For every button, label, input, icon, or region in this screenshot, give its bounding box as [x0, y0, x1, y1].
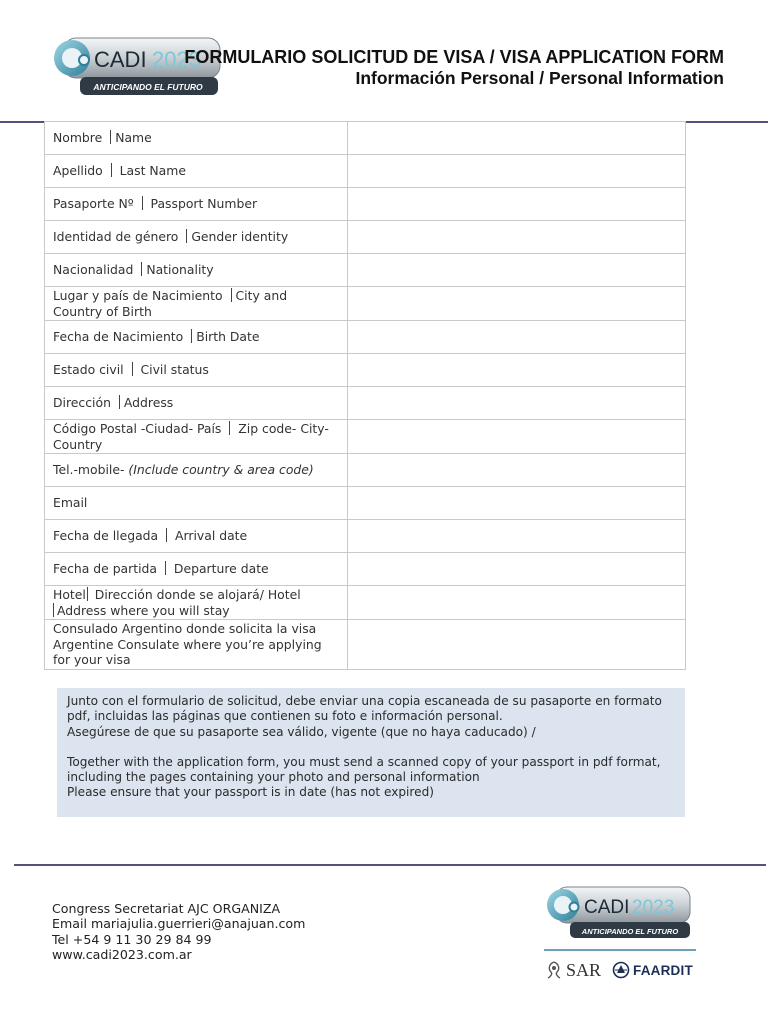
footer-logo-tagline: ANTICIPANDO EL FUTURO: [581, 927, 679, 936]
gender-identity-field[interactable]: [347, 221, 685, 254]
hotel-address-field[interactable]: [347, 586, 685, 620]
field-label: Fecha de partida Departure date: [45, 553, 348, 586]
gender-identity-input[interactable]: [348, 231, 685, 245]
note-es-2: Asegúrese de que su pasaporte sea válido, vigente (que no haya caducado) /: [67, 724, 536, 739]
header-rule-left: [0, 121, 44, 123]
note-es-1: Junto con el formulario de solicitud, debe enviar una copia escaneada de su pasaporte en formato pdf, incluidas las páginas que contienen su foto e información personal.: [67, 694, 662, 724]
passport-instructions-note: [57, 688, 685, 817]
zip-city-country-input[interactable]: [348, 430, 685, 444]
arrival-date-input[interactable]: [348, 530, 685, 544]
sar-label: SAR: [566, 959, 602, 980]
form-row-email: [45, 487, 686, 520]
hotel-address-input[interactable]: [348, 596, 685, 610]
faardit-logo: [612, 958, 693, 982]
logo-year: 2023: [152, 47, 201, 72]
form-row-birth-date: [45, 321, 686, 354]
passport-number-field[interactable]: [347, 188, 685, 221]
faardit-label: FAARDIT: [633, 962, 693, 978]
name-input[interactable]: [348, 132, 685, 146]
nationality-field[interactable]: [347, 254, 685, 287]
field-label: Pasaporte Nº Passport Number: [45, 188, 348, 221]
field-label: Dirección Address: [45, 387, 348, 420]
phone-field[interactable]: [347, 454, 685, 487]
phone-line: Tel +54 9 11 30 29 84 99: [52, 931, 212, 947]
field-label: Nombre Name: [45, 122, 348, 155]
field-label: Apellido Last Name: [45, 155, 348, 188]
departure-date-field[interactable]: [347, 553, 685, 586]
form-row-departure: [45, 553, 686, 586]
footer-rule: [14, 864, 766, 866]
form-subtitle: Información Personal / Personal Information: [355, 68, 724, 88]
logo-name: CADI: [94, 47, 147, 72]
field-label: Nacionalidad Nationality: [45, 254, 348, 287]
form-title: FORMULARIO SOLICITUD DE VISA / VISA APPLICATION FORM: [184, 47, 724, 67]
field-label: Email: [45, 487, 348, 520]
field-label: Consulado Argentino donde solicita la visa Argentine Consulate where you’re applying for your visa: [45, 620, 348, 670]
form-row-consulate: [45, 620, 686, 670]
field-label: Fecha de llegada Arrival date: [45, 520, 348, 553]
consulate-field[interactable]: [347, 620, 685, 670]
note-en-1: Together with the application form, you must send a scanned copy of your passport in pdf format, including the pages containing your photo and personal information: [67, 754, 661, 785]
arrival-date-field[interactable]: [347, 520, 685, 553]
form-row-zip-city-country: [45, 420, 686, 454]
form-row-gender: [45, 221, 686, 254]
form-row-arrival: [45, 520, 686, 553]
sar-logo: [545, 958, 601, 982]
zip-city-country-field[interactable]: [347, 420, 685, 454]
cadi-logo-footer: [544, 885, 692, 941]
last-name-input[interactable]: [348, 165, 685, 179]
field-label: Lugar y país de Nacimiento City and Country of Birth: [45, 287, 348, 321]
phone-input[interactable]: [348, 464, 685, 478]
form-row-last-name: [45, 155, 686, 188]
form-row-civil-status: [45, 354, 686, 387]
birthplace-input[interactable]: [348, 297, 685, 311]
form-row-passport: [45, 188, 686, 221]
personal-info-form: [44, 121, 686, 670]
email-line: Email mariajulia.guerrieri@anajuan.com: [52, 916, 306, 932]
field-label: Hotel Dirección donde se alojará/ Hotel Address where you will stay: [45, 586, 348, 620]
form-row-nationality: [45, 254, 686, 287]
departure-date-input[interactable]: [348, 563, 685, 577]
name-field[interactable]: [347, 122, 685, 155]
email-field[interactable]: [347, 487, 685, 520]
last-name-field[interactable]: [347, 155, 685, 188]
document-title: [184, 47, 724, 89]
civil-status-input[interactable]: [348, 364, 685, 378]
birthplace-field[interactable]: [347, 287, 685, 321]
form-row-phone: [45, 454, 686, 487]
secretariat-contact: [52, 901, 305, 963]
footer-logo-year: 2023: [632, 897, 675, 918]
consulate-input[interactable]: [348, 638, 685, 652]
nationality-input[interactable]: [348, 264, 685, 278]
website-line: www.cadi2023.com.ar: [52, 947, 192, 963]
field-label: Código Postal -Ciudad- País Zip code- City- Country: [45, 420, 348, 454]
passport-number-input[interactable]: [348, 198, 685, 212]
footer-logo-name: CADI: [584, 897, 630, 918]
birth-date-input[interactable]: [348, 331, 685, 345]
field-label: Estado civil Civil status: [45, 354, 348, 387]
logo-tagline: ANTICIPANDO EL FUTURO: [93, 82, 203, 92]
form-row-birthplace: [45, 287, 686, 321]
form-row-hotel: [45, 586, 686, 620]
header-rule-right: [686, 121, 768, 123]
form-row-name: [45, 122, 686, 155]
footer-accent-bar: [544, 949, 696, 951]
field-label: Identidad de género Gender identity: [45, 221, 348, 254]
email-input[interactable]: [348, 497, 685, 511]
secretariat-line: Congress Secretariat AJC ORGANIZA: [52, 901, 281, 916]
field-label: Fecha de Nacimiento Birth Date: [45, 321, 348, 354]
civil-status-field[interactable]: [347, 354, 685, 387]
faardit-emblem-icon: [612, 961, 630, 979]
note-en-2: Please ensure that your passport is in date (has not expired): [67, 785, 434, 800]
address-input[interactable]: [348, 397, 685, 411]
address-field[interactable]: [347, 387, 685, 420]
birth-date-field[interactable]: [347, 321, 685, 354]
field-label: Tel.-mobile- (Include country & area code): [45, 454, 348, 487]
form-row-address: [45, 387, 686, 420]
sar-emblem-icon: [545, 960, 563, 980]
